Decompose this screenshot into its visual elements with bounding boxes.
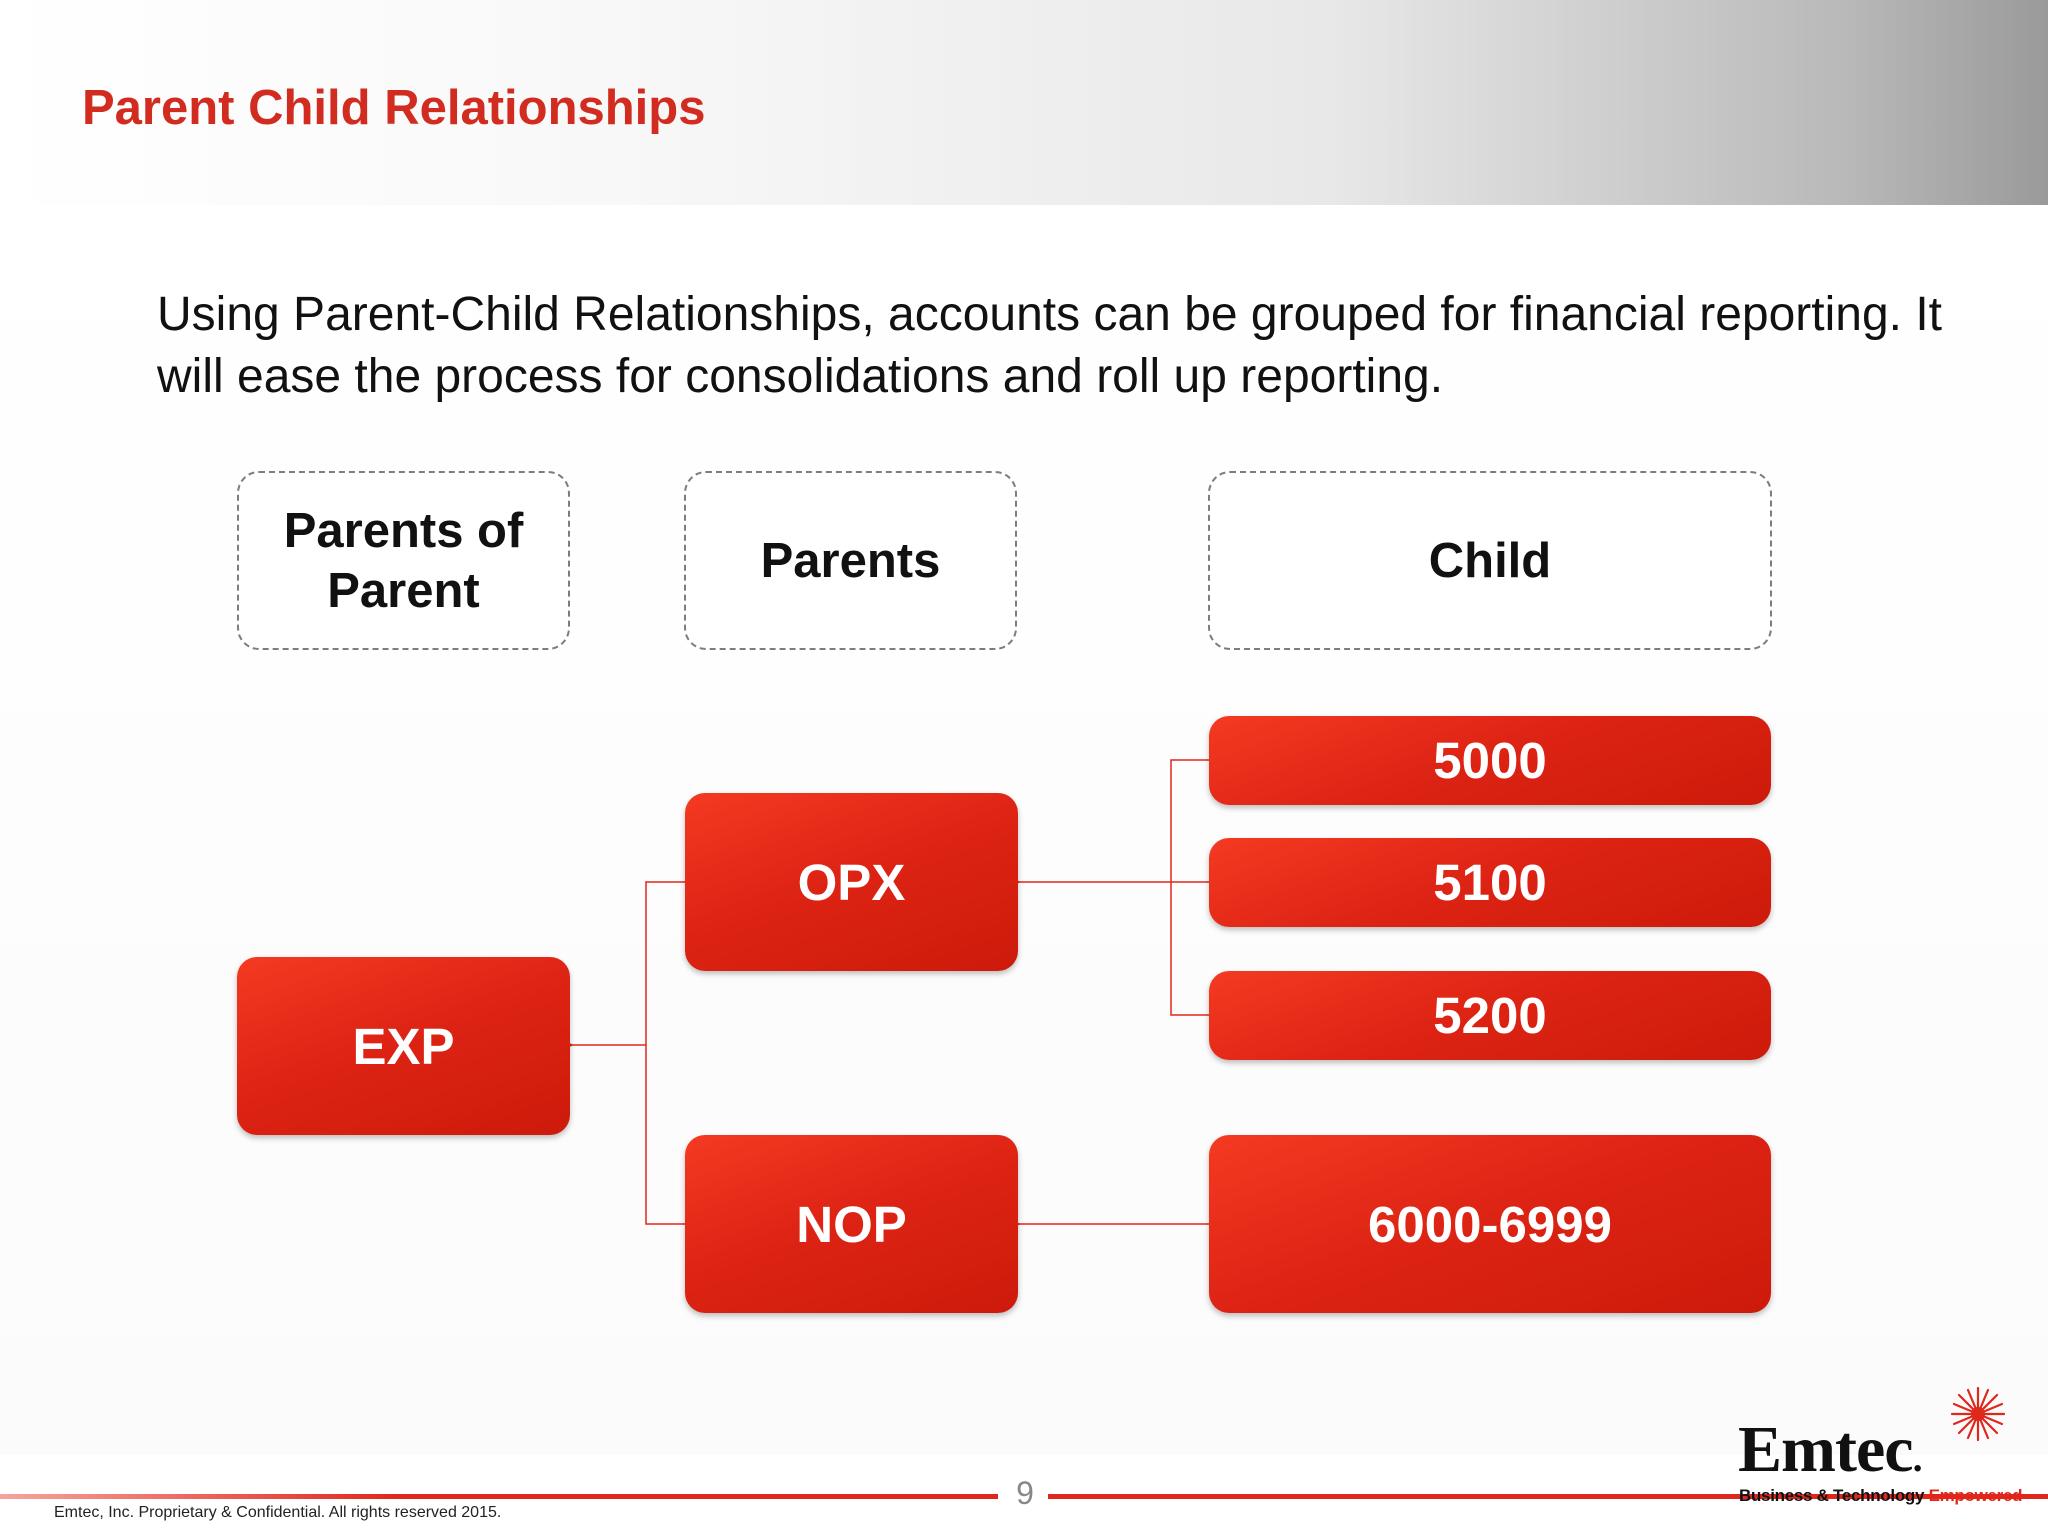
intro-paragraph: Using Parent-Child Relationships, accounts can be grouped for financial reporting. It will ease the process for consolidations and roll up reporting. — [157, 288, 1942, 403]
node-5200 — [1209, 971, 1771, 1060]
slide-title: Parent Child Relationships — [82, 81, 706, 135]
node-opx — [685, 793, 1018, 971]
node-label: 6000-6999 — [1368, 1195, 1612, 1253]
node-5000 — [1209, 716, 1771, 805]
starburst-icon — [1950, 1386, 2006, 1442]
footer-line-left — [0, 1494, 998, 1499]
node-label: OPX — [797, 853, 906, 911]
node-label: 5100 — [1433, 854, 1547, 911]
connector-5000-to-opx — [1171, 760, 1210, 882]
node-nop — [685, 1135, 1018, 1313]
node-5100 — [1209, 838, 1771, 927]
node-6000-6999 — [1209, 1135, 1771, 1313]
connector-opx-to-exp — [646, 882, 686, 1045]
column-header-label: Child — [1428, 533, 1552, 588]
node-label: EXP — [352, 1017, 455, 1075]
copyright-notice: Emtec, Inc. Proprietary & Confidential. All rights reserved 2015. — [54, 1504, 502, 1521]
page-number: 9 — [1016, 1475, 1034, 1511]
logo-wordmark: Emtec. — [1738, 1413, 1922, 1486]
node-label: 5200 — [1433, 987, 1547, 1044]
logo-tagline: Business & Technology Empowered — [1739, 1486, 2023, 1505]
node-label: 5000 — [1433, 732, 1547, 789]
node-label: NOP — [796, 1195, 907, 1253]
column-header-label: Parents — [760, 533, 941, 588]
column-header-label: Parents of Parent — [283, 503, 524, 618]
connector-5200-to-opx — [1171, 882, 1210, 1015]
connector-nop-to-exp — [646, 1045, 686, 1224]
node-exp — [237, 957, 570, 1135]
